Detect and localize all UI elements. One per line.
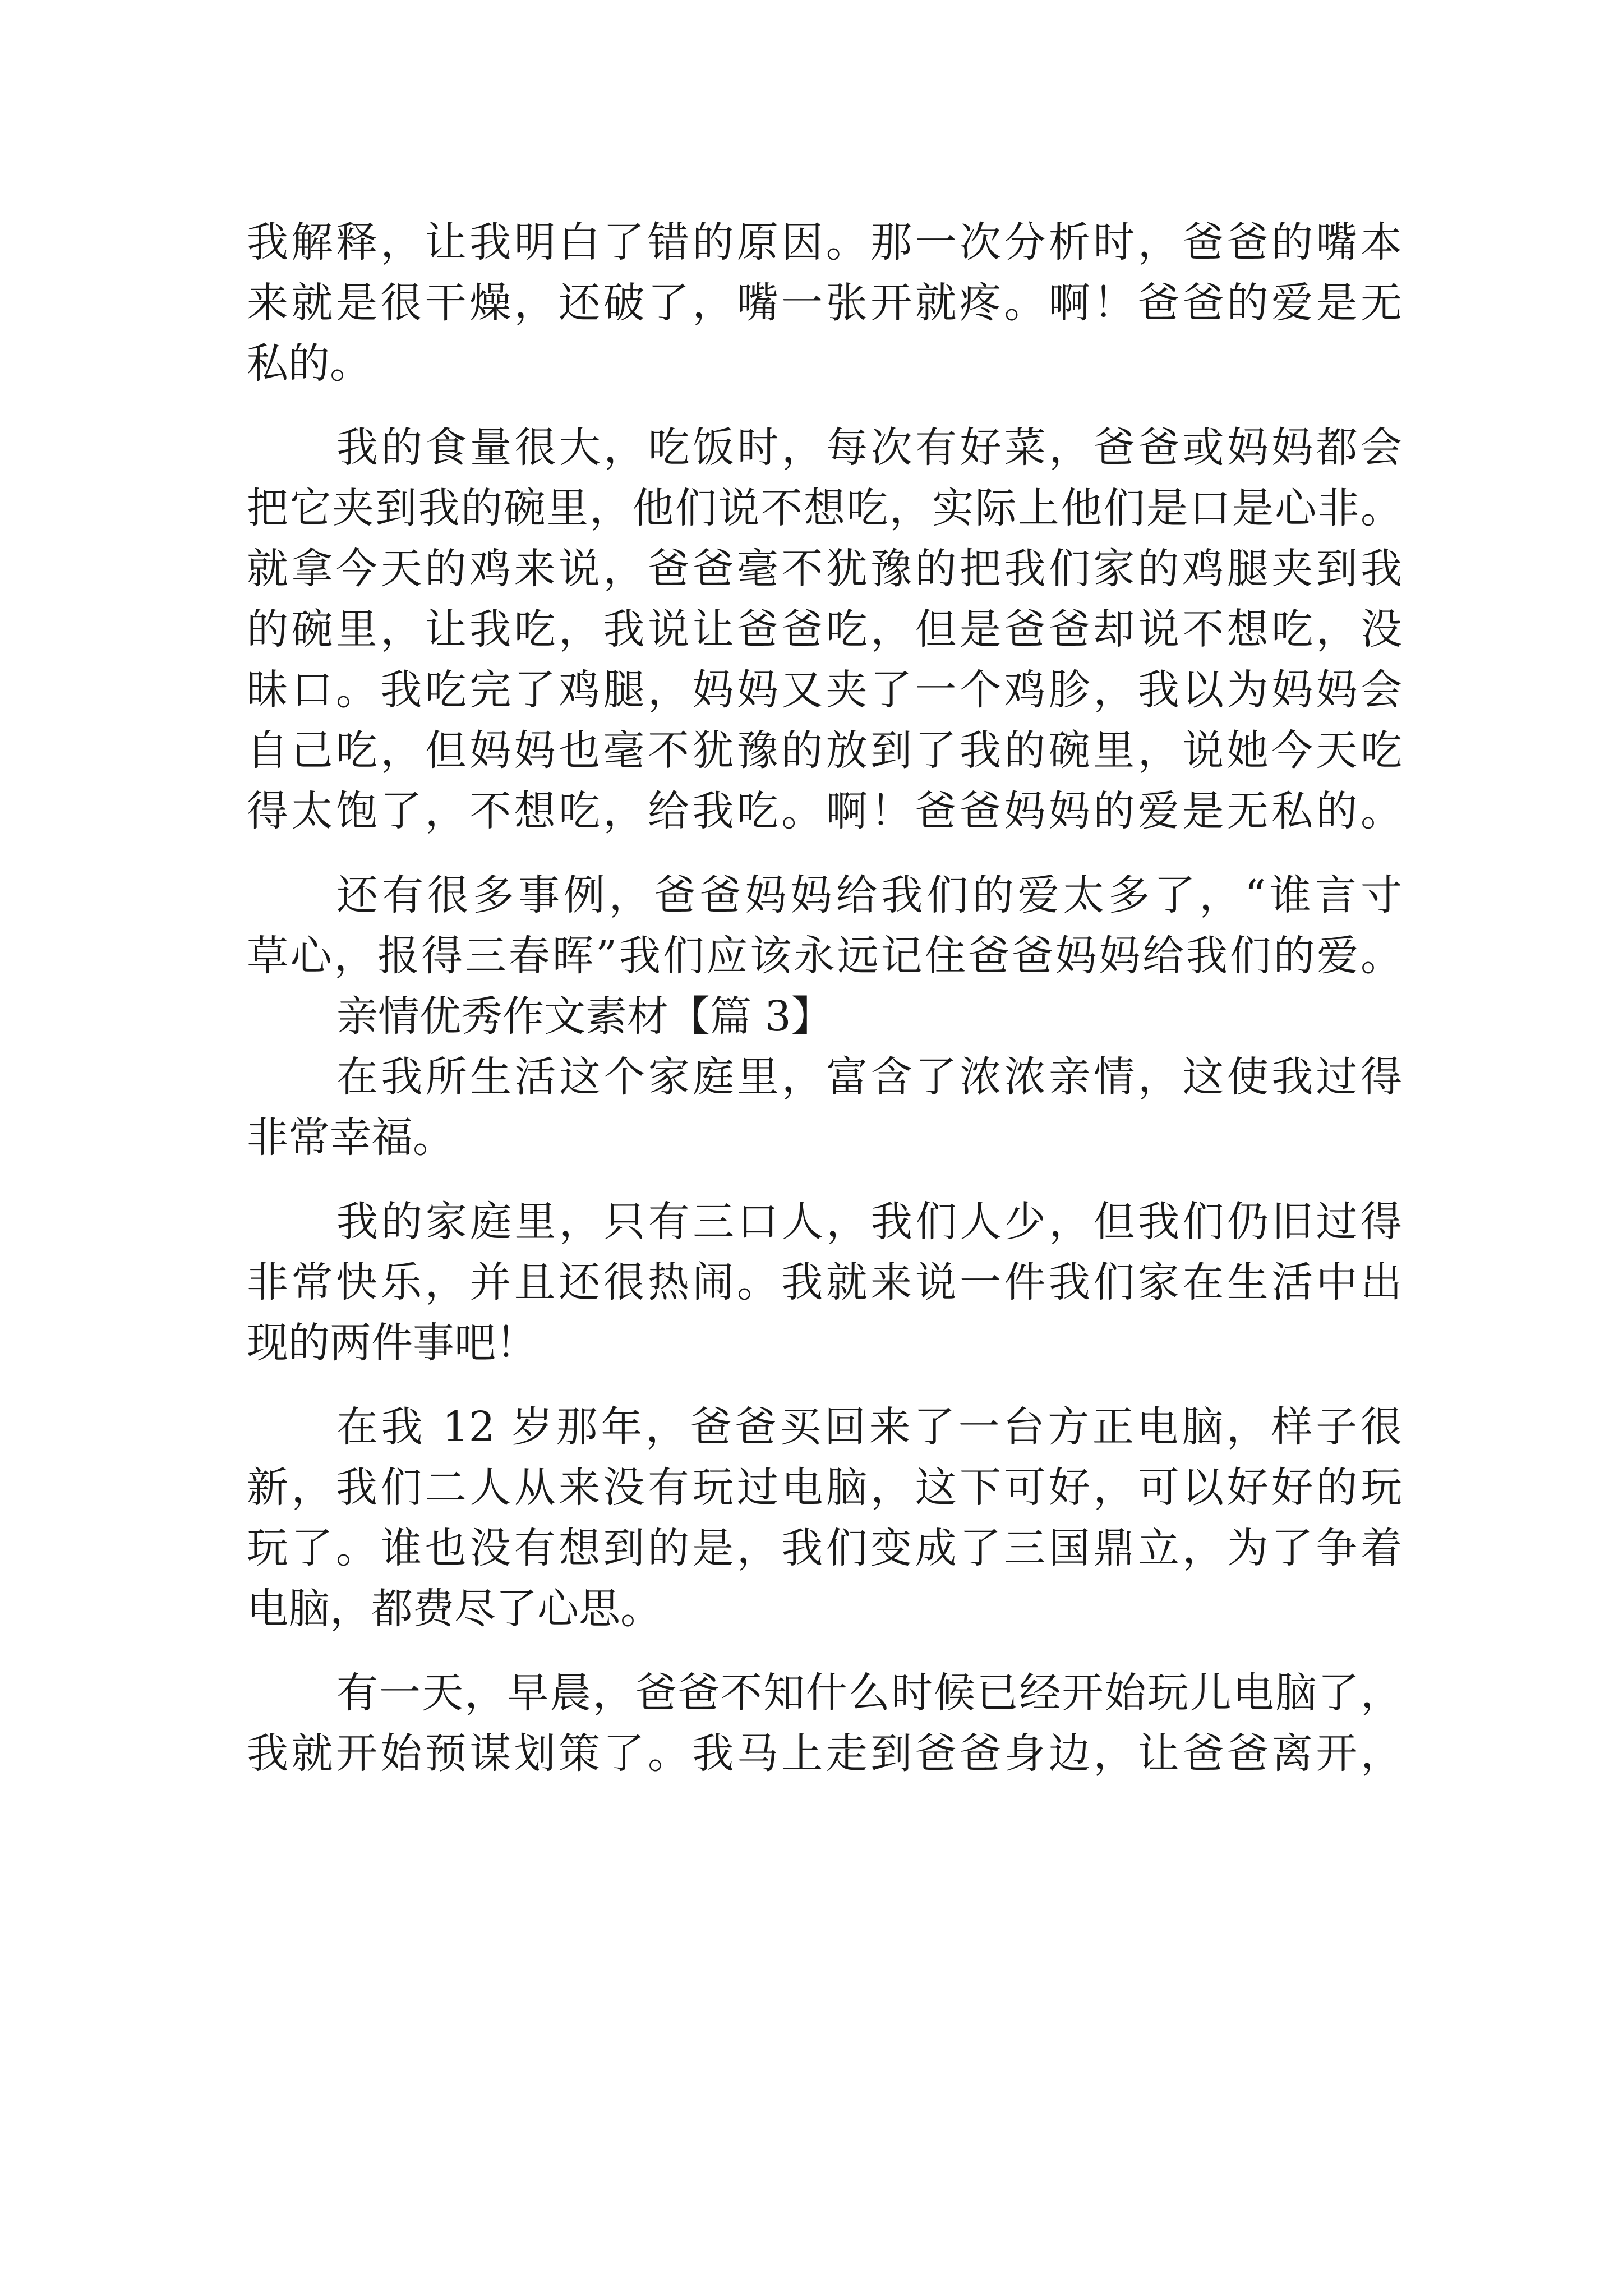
text-line: 自己吃，但妈妈也毫不犹豫的放到了我的碗里，说她今天吃 (247, 726, 1402, 775)
section-heading (247, 986, 1402, 1047)
text-line: 我就开始预谋划策了。我马上走到爸爸身边，让爸爸离开， (247, 1729, 1402, 1778)
paragraph-2 (247, 417, 1402, 841)
text-line: 有一天，早晨，爸爸不知什么时候已经开始玩儿电脑了， (336, 1669, 1402, 1717)
text-line: 新，我们二人从来没有玩过电脑，这下可好，可以好好的玩 (247, 1464, 1402, 1512)
text-line: 电脑，都费尽了心思。 (247, 1585, 662, 1633)
text-line: 还有很多事例，爸爸妈妈给我们的爱太多了，“谁言寸 (336, 871, 1402, 919)
paragraph-5 (247, 1191, 1402, 1373)
paragraph-4 (247, 1047, 1402, 1168)
text-line: 在我所生活这个家庭里，富含了浓浓亲情，这使我过得 (336, 1053, 1402, 1101)
paragraph-1 (247, 212, 1402, 394)
text-line: 来就是很干燥，还破了，嘴一张开就疼。啊！爸爸的爱是无 (247, 279, 1402, 327)
text-line: 昧口。我吃完了鸡腿，妈妈又夹了一个鸡胗，我以为妈妈会 (247, 666, 1402, 714)
text-line: 在我 12 岁那年，爸爸买回来了一台方正电脑，样子很 (336, 1403, 1402, 1451)
text-line: 得太饱了，不想吃，给我吃。啊！爸爸妈妈的爱是无私的。 (247, 787, 1402, 835)
text-line: 玩了。谁也没有想到的是，我们变成了三国鼎立，为了争着 (247, 1524, 1402, 1572)
text-line: 现的两件事吧！ (247, 1319, 537, 1367)
text-line: 我的家庭里，只有三口人，我们人少，但我们仍旧过得 (336, 1198, 1402, 1246)
text-line: 就拿今天的鸡来说，爸爸毫不犹豫的把我们家的鸡腿夹到我 (247, 545, 1402, 593)
paragraph-3 (247, 865, 1402, 986)
paragraph-6 (247, 1397, 1402, 1639)
section-title: 亲情优秀作文素材【篇 3】 (336, 992, 833, 1041)
text-line: 非常快乐，并且还很热闹。我就来说一件我们家在生活中出 (247, 1258, 1402, 1306)
text-line: 把它夹到我的碗里，他们说不想吃，实际上他们是口是心非。 (247, 484, 1402, 532)
text-line: 草心，报得三春晖”我们应该永远记住爸爸妈妈给我们的爱。 (247, 932, 1402, 980)
text-line: 非常幸福。 (247, 1114, 454, 1162)
paragraph-7 (247, 1663, 1402, 1784)
document-body (247, 212, 1402, 1784)
text-line: 我的食量很大，吃饭时，每次有好菜，爸爸或妈妈都会 (336, 424, 1402, 472)
text-line: 的碗里，让我吃，我说让爸爸吃，但是爸爸却说不想吃，没 (247, 605, 1402, 654)
text-line: 私的。 (247, 339, 371, 388)
text-line: 我解释，让我明白了错的原因。那一次分析时，爸爸的嘴本 (247, 218, 1402, 266)
